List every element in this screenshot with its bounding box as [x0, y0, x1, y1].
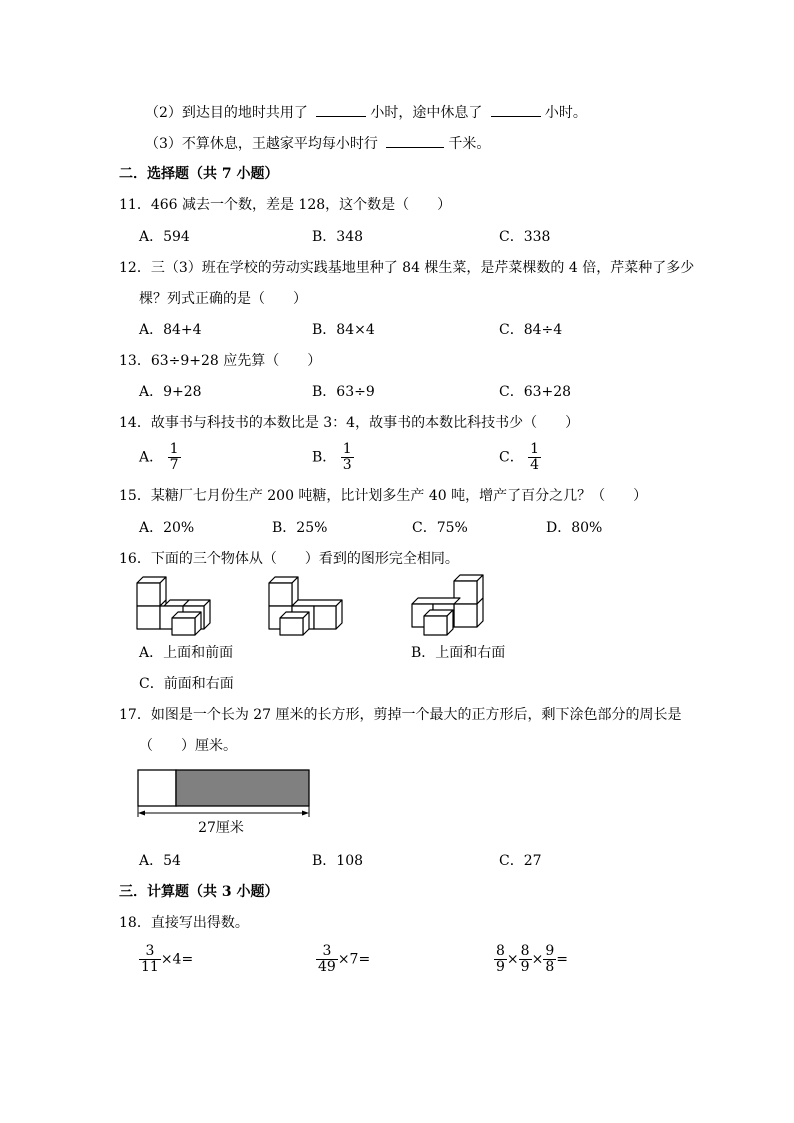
- q14-option-c[interactable]: [499, 442, 541, 473]
- fraction: [494, 944, 507, 975]
- q10-3-text-a: （3）不算休息，王越家平均每小时行: [145, 136, 378, 152]
- q14-option-a[interactable]: [139, 442, 181, 473]
- q12-option-c[interactable]: C．84÷4: [499, 322, 563, 338]
- denominator: 9: [520, 959, 530, 975]
- cube-object-3: [412, 575, 483, 635]
- question-16-stem: 16．下面的三个物体从（ ）看到的图形完全相同。: [119, 551, 459, 567]
- denominator: 3: [342, 457, 352, 473]
- q15-option-d[interactable]: D．80%: [546, 520, 603, 536]
- numerator: 9: [545, 943, 555, 959]
- fraction: [168, 442, 181, 473]
- q14-option-b[interactable]: [312, 442, 354, 473]
- calc-operator: ×7=: [337, 951, 371, 968]
- q11-option-a[interactable]: A．594: [139, 229, 190, 245]
- calc-expression-1: [139, 944, 193, 975]
- q17-option-c[interactable]: C．27: [499, 853, 542, 869]
- cube-object-2: [269, 577, 342, 635]
- calc-operator: =: [556, 951, 568, 968]
- q15-option-b[interactable]: B．25%: [272, 520, 328, 536]
- question-13-stem: 13．63÷9+28 应先算（ ）: [119, 353, 322, 369]
- answer-blank[interactable]: [316, 103, 366, 117]
- question-11-stem: 11．466 减去一个数，差是 128，这个数是（ ）: [119, 197, 452, 213]
- q17-option-b[interactable]: B．108: [312, 853, 364, 869]
- q10-2-text-c: 小时。: [544, 105, 587, 121]
- q15-option-c[interactable]: C．75%: [412, 520, 468, 536]
- denominator: 8: [545, 959, 555, 975]
- calc-expression-2: [316, 944, 370, 975]
- numerator: 3: [139, 944, 161, 960]
- q15-option-a[interactable]: A．20%: [139, 520, 195, 536]
- q13-option-b[interactable]: B．63÷9: [312, 384, 375, 400]
- numerator: 1: [169, 441, 179, 457]
- answer-blank[interactable]: [491, 103, 541, 117]
- q16-option-a[interactable]: A．上面和前面: [139, 645, 234, 661]
- dimension-arrow-right: [302, 811, 309, 816]
- removed-square: [138, 770, 176, 806]
- calc-operator: ×4=: [160, 951, 194, 968]
- denominator: 4: [530, 457, 540, 473]
- q17-option-a[interactable]: A．54: [139, 853, 181, 869]
- q14-a-label: A．: [139, 449, 164, 466]
- q10-3-text-b: 千米。: [448, 136, 491, 152]
- dimension-label: 27厘米: [198, 820, 244, 836]
- cube-figures: [130, 572, 490, 636]
- numerator: 8: [520, 943, 530, 959]
- q12-option-b[interactable]: B．84×4: [312, 322, 375, 338]
- numerator: 8: [496, 943, 505, 959]
- fraction: [139, 944, 161, 975]
- section-heading-calc: 三．计算题（共 3 小题）: [119, 884, 279, 900]
- fraction: [519, 944, 532, 975]
- cube-object-1: [137, 577, 210, 635]
- q10-item-2: [145, 103, 587, 122]
- question-17-stem-line1: 17．如图是一个长为 27 厘米的长方形，剪掉一个最大的正方形后，剩下涂色部分的周长是: [119, 707, 682, 723]
- question-18-stem: 18．直接写出得数。: [119, 915, 249, 931]
- calc-expression-3: [494, 944, 568, 975]
- q10-2-text-a: （2）到达目的地时共用了: [145, 105, 308, 121]
- fraction: [528, 442, 541, 473]
- q11-option-c[interactable]: C．338: [499, 229, 551, 245]
- q10-2-text-b: 小时，途中休息了: [370, 105, 483, 121]
- q16-option-b[interactable]: B．上面和右面: [411, 645, 506, 661]
- q12-option-a[interactable]: A．84+4: [139, 322, 202, 338]
- denominator: 7: [169, 457, 179, 473]
- calc-operator: ×: [506, 951, 519, 968]
- answer-blank[interactable]: [386, 134, 444, 148]
- question-15-stem: 15．某糖厂七月份生产 200 吨糖，比计划多生产 40 吨，增产了百分之几？（ ）: [119, 488, 648, 504]
- q13-option-c[interactable]: C．63+28: [499, 384, 572, 400]
- q10-item-3: [145, 134, 490, 153]
- q14-c-label: C．: [499, 449, 524, 466]
- numerator: 1: [342, 441, 352, 457]
- section-heading-choice: 二．选择题（共 7 小题）: [119, 166, 279, 182]
- q16-option-c[interactable]: C．前面和右面: [139, 676, 234, 692]
- shaded-region: [176, 770, 309, 806]
- rectangle-figure: [130, 765, 320, 840]
- question-12-stem-line2: 棵？列式正确的是（ ）: [139, 291, 307, 307]
- q13-option-a[interactable]: A．9+28: [139, 384, 202, 400]
- question-14-stem: 14．故事书与科技书的本数比是 3：4，故事书的本数比科技书少（ ）: [119, 415, 580, 431]
- dimension-arrow-left: [138, 811, 145, 816]
- question-17-stem-line2: （ ）厘米。: [139, 738, 237, 754]
- fraction: [341, 442, 354, 473]
- q14-b-label: B．: [312, 449, 337, 466]
- fraction: [543, 944, 556, 975]
- numerator: 1: [530, 441, 540, 457]
- denominator: 49: [318, 959, 336, 975]
- calc-operator: ×: [531, 951, 544, 968]
- q11-option-b[interactable]: B．348: [312, 229, 364, 245]
- denominator: 11: [141, 959, 159, 975]
- question-12-stem-line1: 12．三（3）班在学校的劳动实践基地里种了 84 棵生菜，是芹菜棵数的 4 倍，芹菜种了多少: [119, 260, 695, 276]
- numerator: 3: [316, 944, 338, 960]
- denominator: 9: [496, 959, 505, 975]
- fraction: [316, 944, 338, 975]
